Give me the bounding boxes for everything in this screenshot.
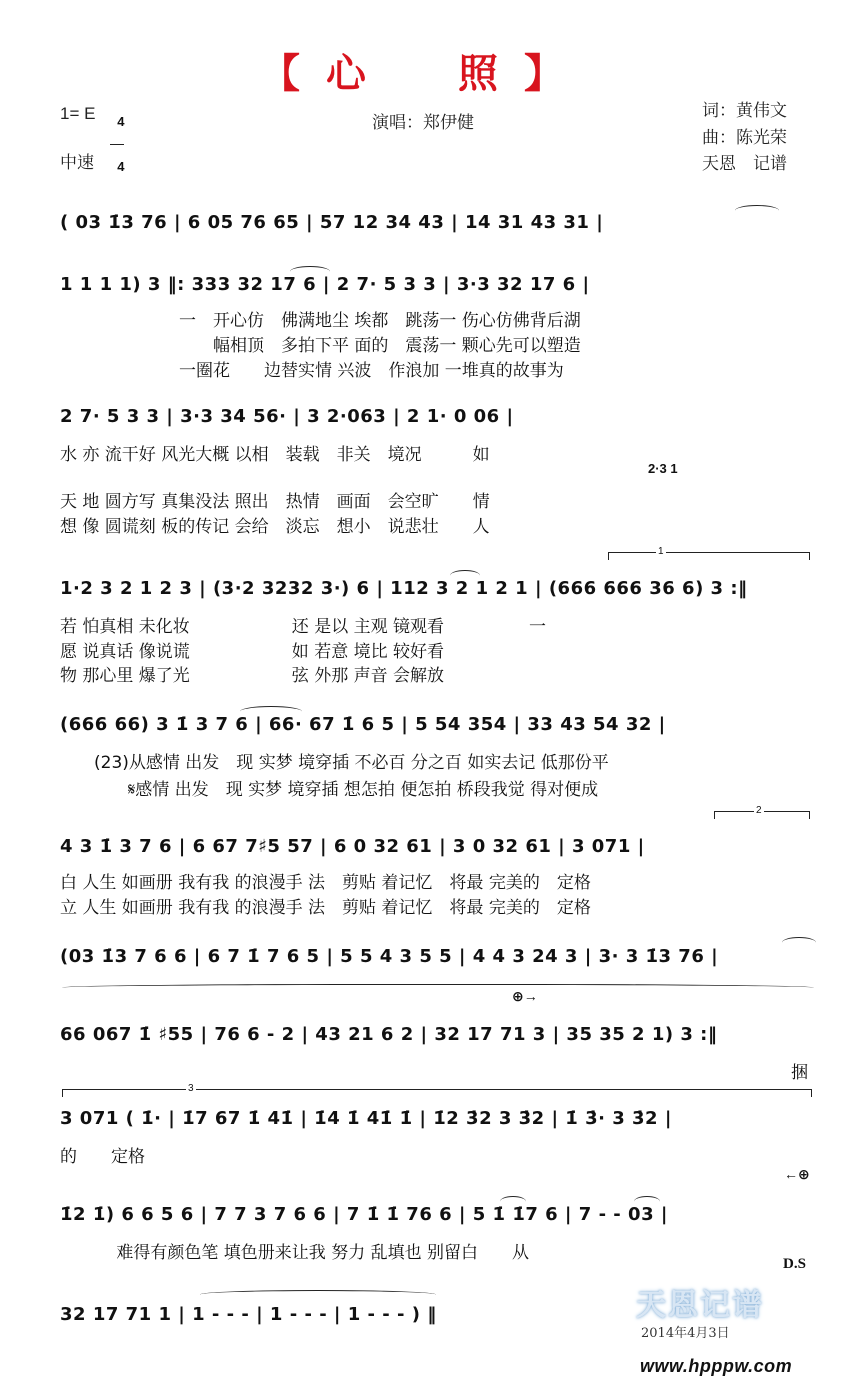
- lyric-line: 难得有颜色笔 填色册来让我 努力 乱填也 别留白 从: [60, 1243, 530, 1263]
- lyric-line: 幅相顶 多拍下平 面的 震荡一 颗心先可以塑造: [60, 336, 581, 356]
- notation-line-3: 2 7· 5 3 3 | 3·3 34 56· | 3 2·063 | 2 1· 0 06 |: [60, 406, 514, 427]
- volta-bracket-1: [608, 552, 810, 560]
- variant-note-annotation: 2·3 1: [648, 461, 678, 476]
- lyric-line: 捆: [60, 1063, 808, 1083]
- notation-line-1: ( 03 1̇3 76 | 6 05 76 65 | 57 12 34 43 | 14 31 43 31 |: [60, 212, 604, 233]
- notation-line-9: 3 071 ( 1̇· | 1̇7 67 1̇ 41̇ | 1̇4 1̇ 41̇ 1̇ | 1̇2 3̇2 3 3̇2 | 1̇ 3̇· 3 3̇2 |: [60, 1108, 672, 1129]
- volta-number: 1: [658, 546, 664, 557]
- website-link[interactable]: www.hpppw.com: [640, 1356, 793, 1376]
- time-signature: [110, 101, 124, 174]
- volta-number: 3: [188, 1083, 194, 1094]
- notation-line-2: 1 1 1 1) 3 ‖: 333 32 17 6 | 2 7· 5 3 3 | 3·3 32 17 6 |: [60, 274, 590, 295]
- lyric-line: 的 定格: [60, 1147, 145, 1167]
- notation-line-7: (03 1̇3 7 6 6 | 6 7 1̇ 7 6 5 | 5 5 4 3 5 5 | 4 4 3 24 3 | 3· 3 1̇3 76 |: [60, 946, 719, 967]
- volta-bracket-3: [62, 1089, 812, 1097]
- slur-mark: [500, 1196, 526, 1207]
- lyric-line: 物 那心里 爆了光 弦 外那 声音 会解放: [60, 666, 445, 686]
- slur-mark: [240, 706, 302, 717]
- notation-line-8: 66 067 1̇ ♯55 | 76 6 - 2 | 43 21 6 2 | 32 17 71 3 | 35 35 2 1) 3 :‖: [60, 1024, 718, 1045]
- time-signature-bar: [110, 144, 124, 145]
- lyric-line: 一 开心仿 佛满地尘 埃都 跳荡一 伤心仿佛背后湖: [60, 311, 581, 331]
- slur-mark: [735, 205, 779, 216]
- slur-mark: [290, 266, 330, 277]
- song-title: 【心 照】: [260, 52, 590, 96]
- lyric-line: 立 人生 如画册 我有我 的浪漫手 法 剪贴 着记忆 将最 完美的 定格: [60, 898, 591, 918]
- long-slur-mark: [62, 984, 814, 993]
- watermark-logo: 天恩记谱: [636, 1288, 764, 1323]
- tie-mark: [200, 1290, 436, 1299]
- slur-mark: [450, 570, 480, 581]
- lyric-line: 想 像 圆谎刻 板的传记 会给 淡忘 想小 说悲壮 人: [60, 517, 490, 537]
- time-signature-numerator: 4: [117, 114, 125, 129]
- lyric-line: (23)从感情 出发 现 实梦 境穿插 不必百 分之百 如实去记 低那份平: [60, 753, 609, 773]
- singer-credit: 演唱：郑伊健: [372, 113, 474, 132]
- dal-segno-mark: D.S: [783, 1256, 806, 1272]
- lyricist-credit: 词：黄伟文: [702, 101, 787, 120]
- key-signature: 1= E: [60, 104, 96, 123]
- transcriber-credit: 天恩 记谱: [702, 154, 787, 173]
- lyric-line: 若 怕真相 未化妆 还 是以 主观 镜观看 一: [60, 617, 547, 637]
- coda-return-mark: ←⊕: [784, 1166, 810, 1182]
- volta-number: 2: [756, 805, 762, 816]
- lyric-line: 水 亦 流干好 风光大概 以相 装载 非关 境况 如: [60, 445, 490, 465]
- time-signature-denominator: 4: [117, 159, 125, 174]
- coda-jump-mark: ⊕→: [512, 988, 538, 1004]
- lyric-line: 一圈花 边替实情 兴波 作浪加 一堆真的故事为: [60, 361, 564, 381]
- notation-line-4: 1·2 3 2 1 2 3 | (3·2 3232 3·) 6 | 112 3 2 1 2 1 | (666 666 36 6) 3 :‖: [60, 578, 748, 599]
- lyric-line: 愿 说真话 像说谎 如 若意 境比 较好看: [60, 642, 445, 662]
- slur-mark: [634, 1196, 660, 1207]
- tempo-marking: 中速: [60, 153, 94, 172]
- slur-mark: [782, 937, 816, 948]
- notation-line-11: 32 17 71 1 | 1 - - - | 1 - - - | 1 - - - ) ‖: [60, 1304, 437, 1325]
- transcription-date: 2014年4月3日: [641, 1326, 730, 1341]
- lyric-line: 𝄋感情 出发 现 实梦 境穿插 想怎拍 便怎拍 桥段我觉 得对便成: [60, 780, 599, 800]
- lyric-line: 白 人生 如画册 我有我 的浪漫手 法 剪贴 着记忆 将最 完美的 定格: [60, 873, 591, 893]
- notation-line-6: 4 3 1̇ 3 7 6 | 6 67 7♯5 57 | 6 0 32 61 | 3 0 32 61 | 3 071 |: [60, 836, 645, 857]
- composer-credit: 曲：陈光荣: [702, 128, 787, 147]
- lyric-line: 天 地 圆方写 真集没法 照出 热情 画面 会空旷 情: [60, 492, 490, 512]
- notation-line-5: (666 66) 3 1̇ 3 7 6 | 66· 67 1̇ 6 5 | 5 54 354 | 33 43 54 32 |: [60, 714, 666, 735]
- notation-line-10: 1̇2 1̇) 6 6 5 6 | 7 7 3 7 6 6 | 7 1̇ 1̇ 76 6 | 5 1̇ 1̇7 6 | 7 - - 03 |: [60, 1204, 668, 1225]
